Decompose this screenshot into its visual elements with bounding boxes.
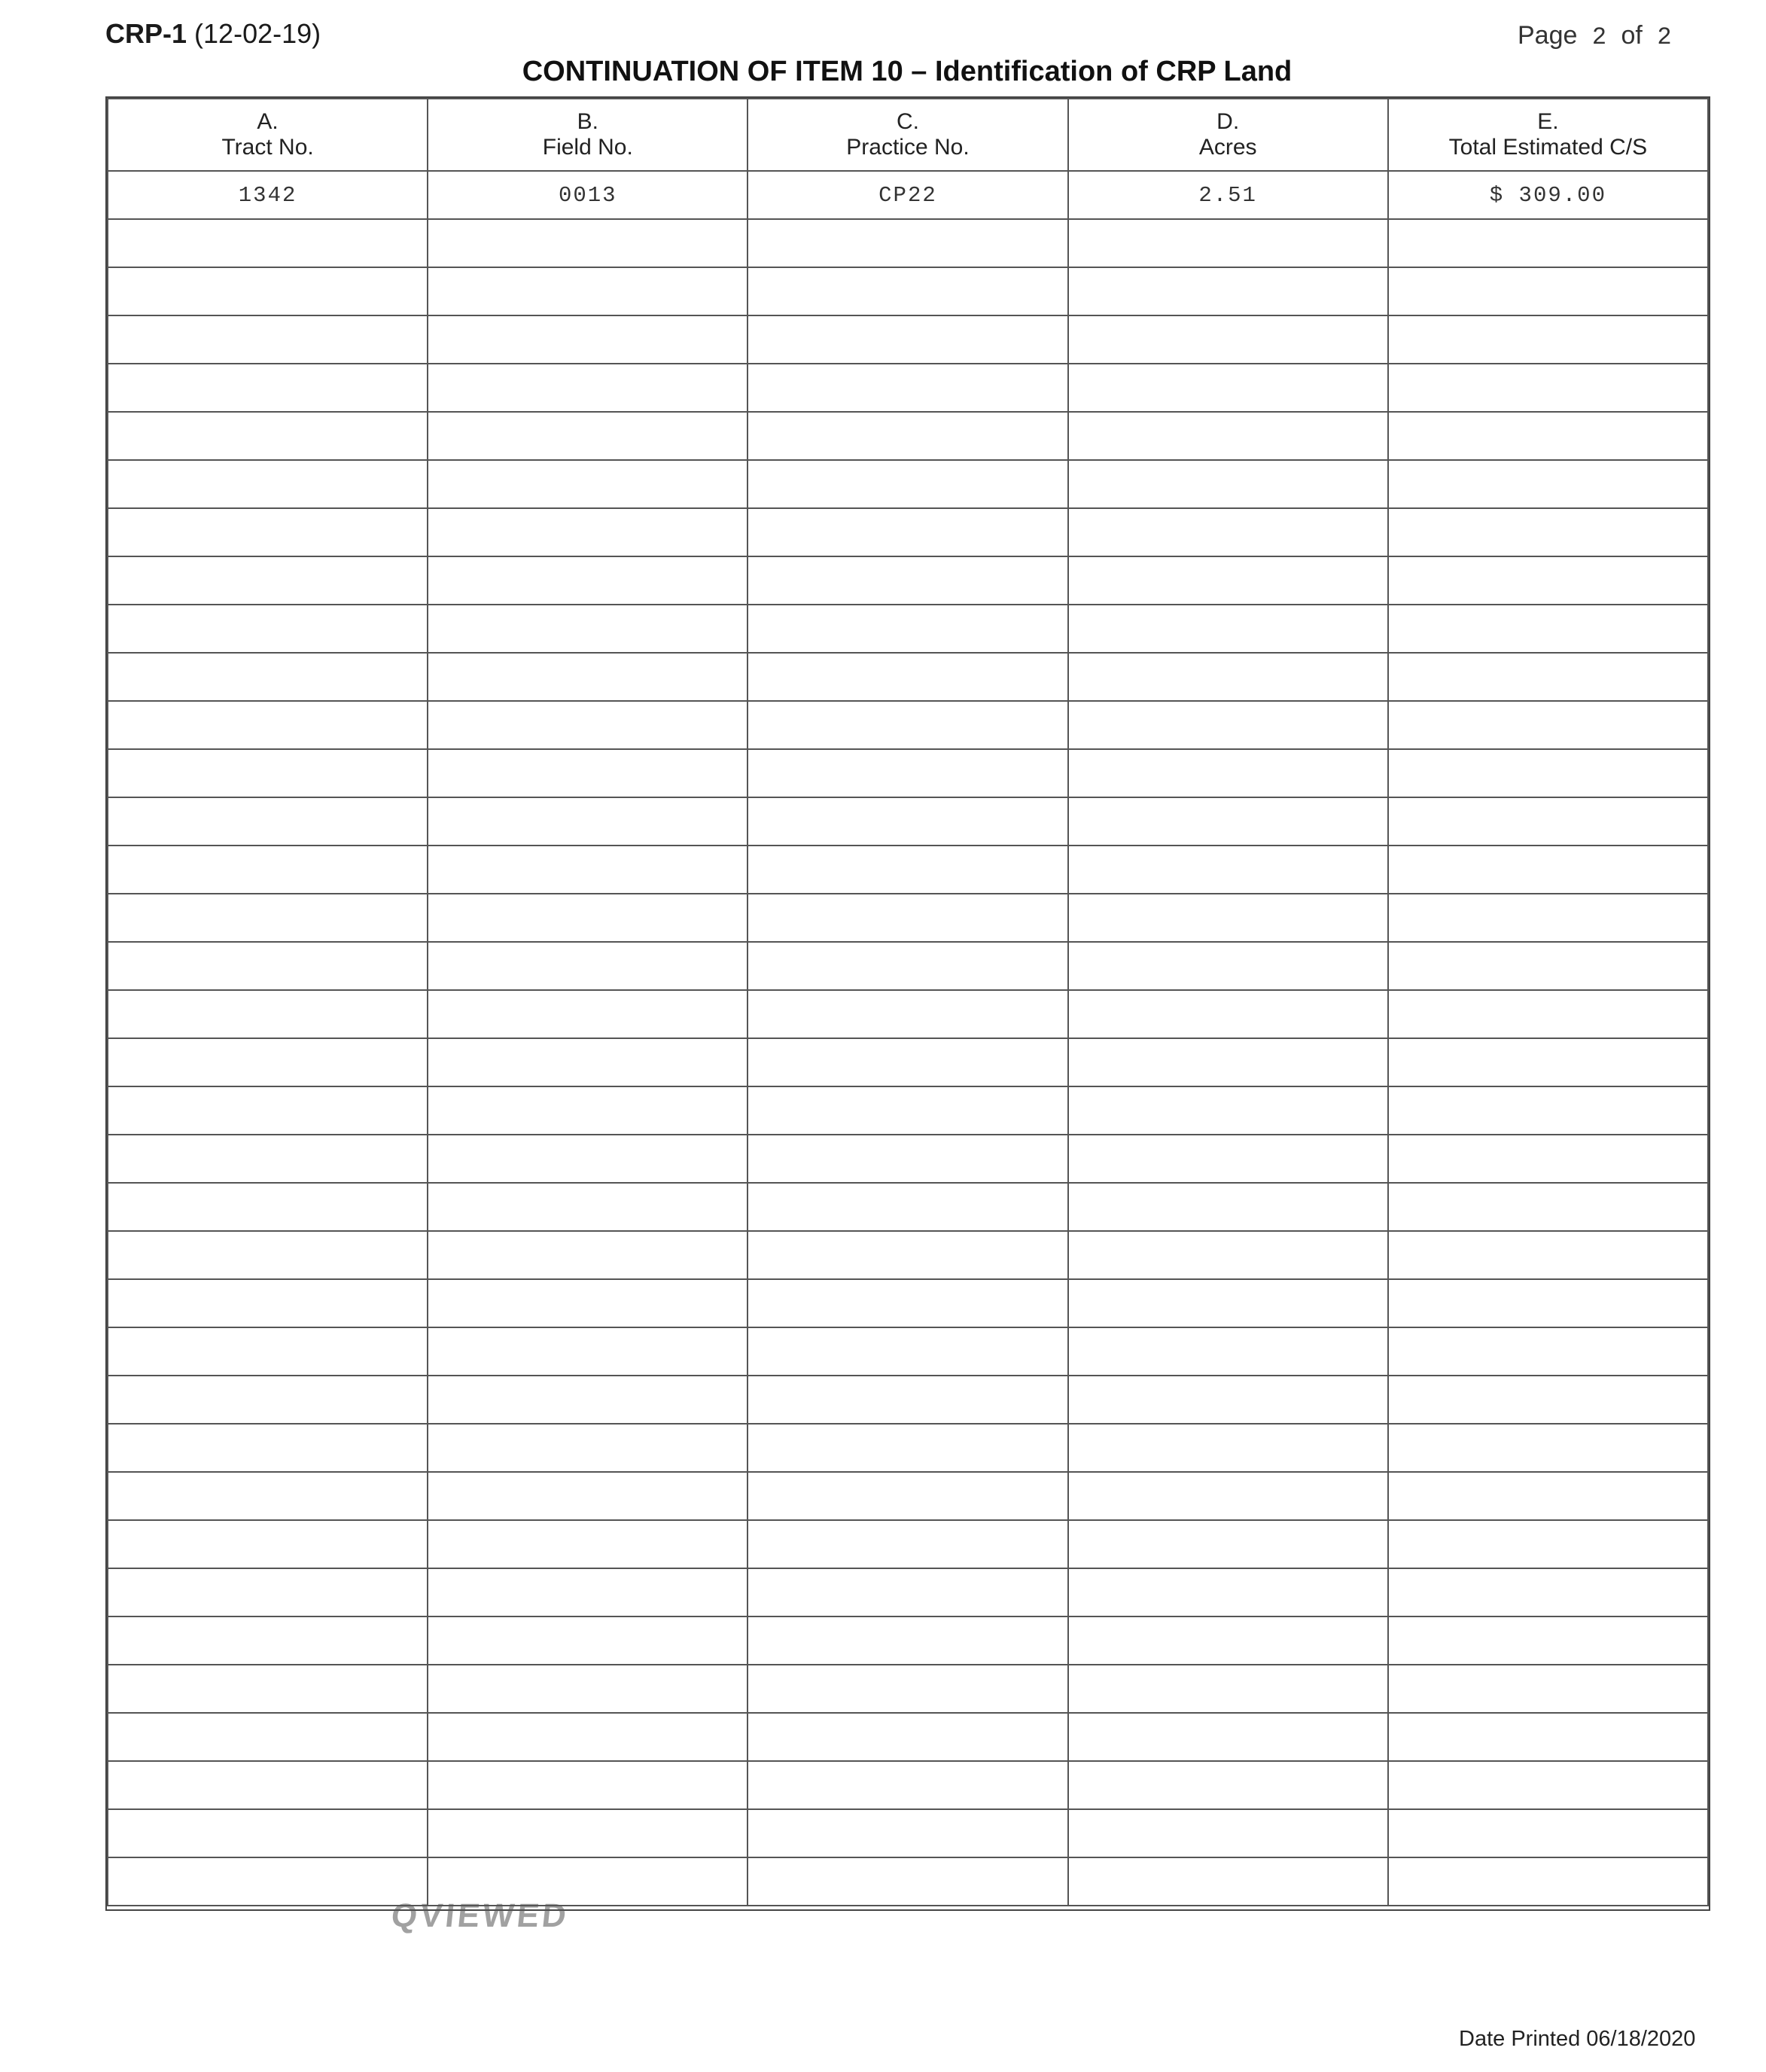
- column-letter: B.: [577, 109, 598, 134]
- table-row: [108, 364, 1708, 412]
- table-header-row: [108, 99, 1708, 171]
- cell-tract-no: [108, 1424, 428, 1472]
- cell-total-estimated-cs: [1388, 1376, 1708, 1424]
- cell-acres: [1068, 1809, 1388, 1857]
- cell-field-no: 0013: [428, 171, 748, 219]
- cell-tract-no: [108, 1472, 428, 1520]
- cell-total-estimated-cs: [1388, 1086, 1708, 1135]
- table-row: [108, 1520, 1708, 1568]
- date-printed-value: 06/18/2020: [1586, 2027, 1696, 2051]
- cell-total-estimated-cs: [1388, 556, 1708, 605]
- cell-total-estimated-cs: [1388, 412, 1708, 460]
- cell-total-estimated-cs: [1388, 894, 1708, 942]
- cell-acres: [1068, 556, 1388, 605]
- table-row: [108, 749, 1708, 797]
- cell-field-no: [428, 1616, 748, 1665]
- cell-total-estimated-cs: [1388, 797, 1708, 846]
- table-row: [108, 1424, 1708, 1472]
- cell-practice-no: [748, 364, 1067, 412]
- cell-acres: [1068, 267, 1388, 315]
- cell-acres: [1068, 412, 1388, 460]
- section-title: CONTINUATION OF ITEM 10 – Identification of CRP Land: [522, 56, 1293, 87]
- cell-practice-no: [748, 460, 1067, 508]
- column-label: Field No.: [542, 135, 633, 160]
- table-row: [108, 1857, 1708, 1906]
- column-label: Practice No.: [846, 135, 970, 160]
- cell-practice-no: [748, 846, 1067, 894]
- page-current: 2: [1591, 23, 1607, 51]
- table-row: [108, 1279, 1708, 1327]
- cell-total-estimated-cs: [1388, 364, 1708, 412]
- cell-acres: [1068, 1713, 1388, 1761]
- cell-practice-no: [748, 1038, 1067, 1086]
- cell-field-no: [428, 315, 748, 364]
- cell-field-no: [428, 267, 748, 315]
- cell-tract-no: [108, 315, 428, 364]
- table-row: [108, 315, 1708, 364]
- cell-tract-no: [108, 653, 428, 701]
- cell-total-estimated-cs: [1388, 315, 1708, 364]
- table-row: [108, 171, 1708, 219]
- column-label: Acres: [1198, 135, 1257, 160]
- cell-tract-no: [108, 1857, 428, 1906]
- cell-tract-no: [108, 1713, 428, 1761]
- table-row: [108, 1761, 1708, 1809]
- table-row: [108, 1231, 1708, 1279]
- cell-acres: [1068, 701, 1388, 749]
- column-label: Total Estimated C/S: [1448, 135, 1648, 160]
- cell-acres: [1068, 1520, 1388, 1568]
- form-code: CRP-1: [105, 18, 187, 49]
- cell-practice-no: [748, 1616, 1067, 1665]
- cell-acres: [1068, 1327, 1388, 1376]
- cell-practice-no: [748, 1086, 1067, 1135]
- cell-practice-no: CP22: [748, 171, 1067, 219]
- cell-field-no: [428, 412, 748, 460]
- cell-total-estimated-cs: [1388, 846, 1708, 894]
- cell-acres: [1068, 1231, 1388, 1279]
- cell-total-estimated-cs: [1388, 653, 1708, 701]
- table-row: [108, 219, 1708, 267]
- cell-acres: [1068, 1761, 1388, 1809]
- cell-acres: 2.51: [1068, 171, 1388, 219]
- cell-practice-no: [748, 1183, 1067, 1231]
- cell-field-no: [428, 364, 748, 412]
- cell-tract-no: [108, 1665, 428, 1713]
- cell-tract-no: [108, 1038, 428, 1086]
- cell-field-no: [428, 749, 748, 797]
- received-stamp: QVIEWED: [389, 1897, 571, 1934]
- cell-acres: [1068, 653, 1388, 701]
- cell-acres: [1068, 364, 1388, 412]
- page-of-label: of: [1621, 21, 1643, 50]
- cell-total-estimated-cs: [1388, 267, 1708, 315]
- cell-practice-no: [748, 1665, 1067, 1713]
- cell-practice-no: [748, 219, 1067, 267]
- cell-practice-no: [748, 1809, 1067, 1857]
- cell-tract-no: [108, 1568, 428, 1616]
- column-label: Tract No.: [221, 135, 314, 160]
- cell-field-no: [428, 1568, 748, 1616]
- cell-total-estimated-cs: [1388, 508, 1708, 556]
- cell-field-no: [428, 653, 748, 701]
- cell-practice-no: [748, 1713, 1067, 1761]
- cell-acres: [1068, 605, 1388, 653]
- cell-tract-no: [108, 990, 428, 1038]
- cell-total-estimated-cs: [1388, 1327, 1708, 1376]
- crp-land-table: [105, 96, 1710, 1911]
- date-printed-label: Date Printed: [1459, 2027, 1581, 2051]
- cell-practice-no: [748, 1135, 1067, 1183]
- cell-tract-no: [108, 1809, 428, 1857]
- cell-practice-no: [748, 749, 1067, 797]
- cell-practice-no: [748, 605, 1067, 653]
- cell-total-estimated-cs: [1388, 1761, 1708, 1809]
- table-row: [108, 846, 1708, 894]
- cell-total-estimated-cs: [1388, 1135, 1708, 1183]
- table-row: [108, 1086, 1708, 1135]
- cell-practice-no: [748, 267, 1067, 315]
- table-row: [108, 1376, 1708, 1424]
- page-total: 2: [1657, 23, 1672, 51]
- cell-acres: [1068, 1135, 1388, 1183]
- cell-practice-no: [748, 701, 1067, 749]
- cell-field-no: [428, 1135, 748, 1183]
- cell-acres: [1068, 797, 1388, 846]
- cell-field-no: [428, 894, 748, 942]
- cell-field-no: [428, 1231, 748, 1279]
- cell-acres: [1068, 1279, 1388, 1327]
- column-letter: C.: [896, 109, 919, 134]
- cell-practice-no: [748, 990, 1067, 1038]
- cell-field-no: [428, 1376, 748, 1424]
- cell-total-estimated-cs: [1388, 1279, 1708, 1327]
- cell-acres: [1068, 846, 1388, 894]
- cell-field-no: [428, 1086, 748, 1135]
- cell-tract-no: [108, 412, 428, 460]
- cell-field-no: [428, 1520, 748, 1568]
- table-row: [108, 460, 1708, 508]
- cell-tract-no: [108, 605, 428, 653]
- table-row: [108, 267, 1708, 315]
- cell-tract-no: [108, 1616, 428, 1665]
- cell-total-estimated-cs: [1388, 1568, 1708, 1616]
- cell-total-estimated-cs: [1388, 942, 1708, 990]
- column-header-acres: [1068, 99, 1388, 171]
- cell-total-estimated-cs: [1388, 1520, 1708, 1568]
- table-row: [108, 508, 1708, 556]
- cell-practice-no: [748, 1424, 1067, 1472]
- cell-practice-no: [748, 1327, 1067, 1376]
- cell-tract-no: [108, 797, 428, 846]
- cell-field-no: [428, 1183, 748, 1231]
- cell-tract-no: [108, 508, 428, 556]
- cell-tract-no: [108, 1183, 428, 1231]
- cell-acres: [1068, 1616, 1388, 1665]
- table-row: [108, 556, 1708, 605]
- cell-tract-no: [108, 846, 428, 894]
- cell-practice-no: [748, 556, 1067, 605]
- cell-practice-no: [748, 1279, 1067, 1327]
- cell-tract-no: [108, 1231, 428, 1279]
- column-header-practice: [748, 99, 1067, 171]
- column-letter: A.: [257, 109, 279, 134]
- cell-tract-no: [108, 749, 428, 797]
- cell-field-no: [428, 1761, 748, 1809]
- cell-field-no: [428, 1713, 748, 1761]
- cell-tract-no: [108, 1086, 428, 1135]
- cell-acres: [1068, 1857, 1388, 1906]
- cell-tract-no: [108, 556, 428, 605]
- cell-tract-no: [108, 1520, 428, 1568]
- cell-total-estimated-cs: [1388, 1472, 1708, 1520]
- table-row: [108, 990, 1708, 1038]
- cell-field-no: [428, 460, 748, 508]
- cell-tract-no: [108, 1279, 428, 1327]
- table-row: [108, 1183, 1708, 1231]
- table-row: [108, 1327, 1708, 1376]
- table-row: [108, 797, 1708, 846]
- cell-acres: [1068, 1038, 1388, 1086]
- cell-total-estimated-cs: [1388, 1038, 1708, 1086]
- cell-field-no: [428, 1327, 748, 1376]
- table-row: [108, 1472, 1708, 1520]
- column-header-cost-share: [1388, 99, 1708, 171]
- cell-acres: [1068, 315, 1388, 364]
- cell-total-estimated-cs: [1388, 219, 1708, 267]
- table-row: [108, 1713, 1708, 1761]
- cell-total-estimated-cs: [1388, 1183, 1708, 1231]
- cell-practice-no: [748, 1231, 1067, 1279]
- table-row: [108, 1568, 1708, 1616]
- cell-total-estimated-cs: [1388, 1665, 1708, 1713]
- cell-practice-no: [748, 508, 1067, 556]
- cell-field-no: [428, 701, 748, 749]
- cell-tract-no: [108, 1135, 428, 1183]
- cell-acres: [1068, 1086, 1388, 1135]
- cell-practice-no: [748, 653, 1067, 701]
- cell-tract-no: [108, 894, 428, 942]
- cell-field-no: [428, 1279, 748, 1327]
- cell-field-no: [428, 1665, 748, 1713]
- cell-tract-no: [108, 1327, 428, 1376]
- table-row: [108, 1665, 1708, 1713]
- cell-tract-no: [108, 701, 428, 749]
- cell-practice-no: [748, 942, 1067, 990]
- cell-acres: [1068, 1424, 1388, 1472]
- cell-acres: [1068, 460, 1388, 508]
- cell-acres: [1068, 1183, 1388, 1231]
- cell-tract-no: [108, 460, 428, 508]
- table-row: [108, 701, 1708, 749]
- cell-field-no: [428, 990, 748, 1038]
- form-revision-date: (12-02-19): [194, 18, 321, 49]
- table-row: [108, 653, 1708, 701]
- cell-total-estimated-cs: [1388, 1713, 1708, 1761]
- table-row: [108, 894, 1708, 942]
- cell-field-no: [428, 1472, 748, 1520]
- cell-field-no: [428, 219, 748, 267]
- cell-total-estimated-cs: [1388, 1424, 1708, 1472]
- cell-field-no: [428, 1809, 748, 1857]
- cell-practice-no: [748, 315, 1067, 364]
- cell-field-no: [428, 1424, 748, 1472]
- table-row: [108, 1038, 1708, 1086]
- table-row: [108, 1135, 1708, 1183]
- cell-practice-no: [748, 1761, 1067, 1809]
- column-header-field: [428, 99, 748, 171]
- page-indicator: [1518, 21, 1679, 51]
- cell-tract-no: [108, 267, 428, 315]
- form-identifier: [105, 18, 321, 50]
- cell-practice-no: [748, 1520, 1067, 1568]
- cell-practice-no: [748, 412, 1067, 460]
- column-letter: D.: [1216, 109, 1240, 134]
- cell-acres: [1068, 1472, 1388, 1520]
- table-row: [108, 942, 1708, 990]
- cell-acres: [1068, 894, 1388, 942]
- cell-acres: [1068, 508, 1388, 556]
- date-printed: [1459, 2027, 1695, 2052]
- cell-acres: [1068, 990, 1388, 1038]
- cell-field-no: [428, 942, 748, 990]
- cell-practice-no: [748, 1472, 1067, 1520]
- cell-total-estimated-cs: [1388, 990, 1708, 1038]
- cell-field-no: [428, 1038, 748, 1086]
- table-row: [108, 412, 1708, 460]
- cell-acres: [1068, 219, 1388, 267]
- cell-tract-no: 1342: [108, 171, 428, 219]
- cell-total-estimated-cs: [1388, 1231, 1708, 1279]
- cell-practice-no: [748, 1568, 1067, 1616]
- cell-acres: [1068, 749, 1388, 797]
- cell-acres: [1068, 1665, 1388, 1713]
- table-body: [108, 171, 1708, 1906]
- cell-practice-no: [748, 1857, 1067, 1906]
- cell-tract-no: [108, 364, 428, 412]
- cell-acres: [1068, 1568, 1388, 1616]
- cell-total-estimated-cs: [1388, 1857, 1708, 1906]
- cell-field-no: [428, 797, 748, 846]
- cell-tract-no: [108, 942, 428, 990]
- table-row: [108, 1616, 1708, 1665]
- cell-field-no: [428, 556, 748, 605]
- cell-total-estimated-cs: [1388, 605, 1708, 653]
- cell-field-no: [428, 508, 748, 556]
- cell-total-estimated-cs: [1388, 460, 1708, 508]
- cell-practice-no: [748, 797, 1067, 846]
- cell-tract-no: [108, 1761, 428, 1809]
- cell-practice-no: [748, 894, 1067, 942]
- cell-acres: [1068, 1376, 1388, 1424]
- cell-total-estimated-cs: [1388, 1616, 1708, 1665]
- cell-field-no: [428, 846, 748, 894]
- cell-field-no: [428, 605, 748, 653]
- page-label: Page: [1518, 21, 1578, 50]
- cell-total-estimated-cs: [1388, 701, 1708, 749]
- column-header-tract: [108, 99, 428, 171]
- column-letter: E.: [1537, 109, 1559, 134]
- cell-practice-no: [748, 1376, 1067, 1424]
- cell-total-estimated-cs: $ 309.00: [1388, 171, 1708, 219]
- cell-total-estimated-cs: [1388, 749, 1708, 797]
- cell-total-estimated-cs: [1388, 1809, 1708, 1857]
- cell-acres: [1068, 942, 1388, 990]
- cell-tract-no: [108, 1376, 428, 1424]
- cell-tract-no: [108, 219, 428, 267]
- table-row: [108, 605, 1708, 653]
- table-row: [108, 1809, 1708, 1857]
